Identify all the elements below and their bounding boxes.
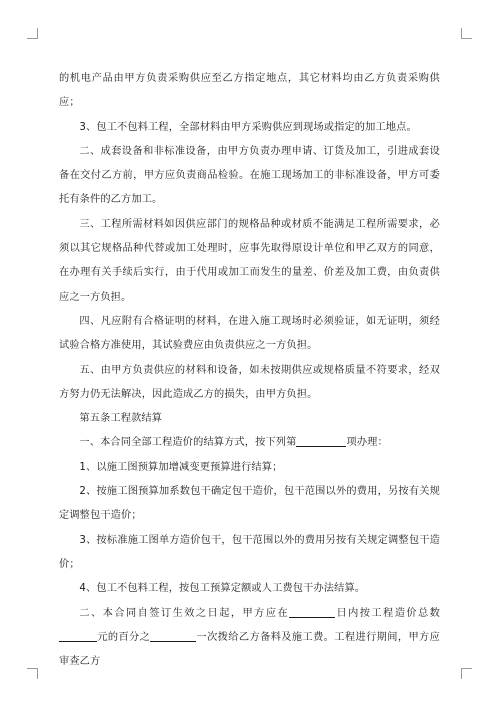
paragraph bbox=[59, 602, 440, 675]
paragraph: 二、成套设备和非标准设备，由甲方负责办理申请、订货及加工，引进成套设备在交付乙方前，甲方应负责商品检验。在施工现场加工的非标准设备，甲方可委托有条件的乙方加工。 bbox=[59, 145, 440, 206]
crop-mark-top-left bbox=[27, 28, 38, 39]
paragraph: 1、以施工图预算加增减变更预算进行结算； bbox=[79, 461, 283, 473]
paragraph: 四、凡应附有合格证明的材料，在进入施工现场时必须验证，如无证明，须经试验合格方准使用，其试验费应由负责供应之一方负担。 bbox=[59, 315, 440, 352]
paragraph-text: 一次拨给乙方备料及施工费。工程进行期间，甲方应审查乙方 bbox=[59, 631, 440, 668]
paragraph-text: 项办理： bbox=[346, 437, 388, 449]
fill-in-blank bbox=[59, 630, 97, 642]
fill-in-blank bbox=[296, 435, 346, 447]
document-body bbox=[59, 67, 440, 674]
paragraph: 3、按标准施工图单方造价包干，包干范围以外的费用另按有关规定调整包干造价； bbox=[59, 534, 440, 570]
paragraph bbox=[59, 431, 440, 455]
section-heading: 第五条工程款结算 bbox=[79, 413, 163, 425]
paragraph-text: 日内按工程造价总数 bbox=[335, 607, 440, 619]
paragraph: 3、包工不包料工程，全部材料由甲方采购供应到现场或指定的加工地点。 bbox=[79, 121, 417, 133]
crop-mark-bottom-left bbox=[27, 668, 38, 679]
paragraph: 五、由甲方负责供应的材料和设备，如未按期供应或规格质量不符要求，经双方努力仍无法解决，因此造成乙方的损失，由甲方负担。 bbox=[59, 364, 440, 400]
paragraph-text: 元的百分之 bbox=[97, 631, 151, 643]
paragraph-text: 一、本合同全部工程造价的结算方式，按下列第 bbox=[79, 437, 297, 449]
paragraph: 的机电产品由甲方负责采购供应至乙方指定地点，其它材料均由乙方负责采购供应； bbox=[59, 73, 440, 109]
paragraph: 三、工程所需材料如因供应部门的规格品种或材质不能满足工程所需要求，必须以其它规格品种代替或加工处理时，应事先取得原设计单位和甲乙双方的同意，在办理有关手续后实行，由于代用或加工而发生的量差、价差及加工费，由负责供应之一方负担。 bbox=[59, 218, 440, 303]
crop-mark-top-right bbox=[461, 28, 472, 39]
fill-in-blank bbox=[150, 630, 196, 642]
paragraph-text: 二、本合同自签订生效之日起，甲方应在 bbox=[79, 607, 290, 619]
paragraph: 2、按施工图预算加系数包干确定包干造价，包干范围以外的费用，另按有关规定调整包干造价； bbox=[59, 486, 440, 522]
crop-mark-bottom-right bbox=[461, 668, 472, 679]
fill-in-blank bbox=[289, 606, 335, 618]
paragraph: 4、包工不包料工程，按包工预算定额或人工费包干办法结算。 bbox=[79, 583, 366, 595]
